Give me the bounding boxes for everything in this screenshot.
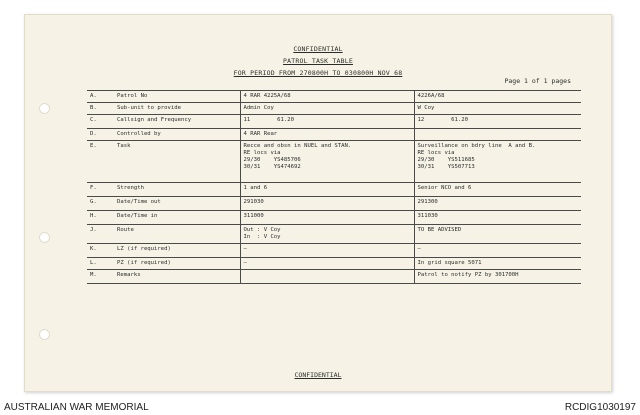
punch-hole — [39, 232, 50, 243]
cell-line: RE locs via — [417, 150, 455, 156]
cell-line: 311030 — [417, 213, 438, 219]
row-label: LZ (if required) — [114, 244, 240, 258]
table-row — [87, 141, 581, 183]
punch-hole — [39, 103, 50, 114]
row-label: Route — [114, 225, 240, 244]
patrol-1-cell — [240, 270, 414, 284]
row-label: Callsign and Frequency — [114, 115, 240, 129]
patrol-1-cell — [240, 91, 414, 103]
cell-line: Patrol to notify PZ by 301700H — [417, 272, 519, 278]
row-letter: K. — [87, 244, 114, 258]
archive-caption-bar — [0, 400, 640, 415]
cell-line: RE locs via — [243, 150, 281, 156]
patrol-2-cell — [414, 244, 581, 258]
patrol-1-cell — [240, 129, 414, 141]
cell-line: 4 RAR Rear — [243, 131, 278, 137]
row-label: Date/Time out — [114, 197, 240, 211]
patrol-1-cell — [240, 103, 414, 115]
patrol-1-cell — [240, 211, 414, 225]
cell-line: — — [243, 260, 247, 266]
table-row — [87, 115, 581, 129]
table-row — [87, 225, 581, 244]
cell-line: Recce and obsn in NUEL and STAN. — [243, 143, 352, 149]
table-row — [87, 211, 581, 225]
patrol-1-cell — [240, 183, 414, 197]
cell-line: 311000 — [243, 213, 264, 219]
patrol-1-cell — [240, 258, 414, 270]
cell-line: Senior NCO and 6 — [417, 185, 472, 191]
row-letter: A. — [87, 91, 114, 103]
patrol-2-cell — [414, 258, 581, 270]
row-label: Task — [114, 141, 240, 183]
patrol-1-cell — [240, 115, 414, 129]
patrol-task-table — [87, 90, 581, 284]
patrol-2-cell — [414, 183, 581, 197]
row-letter: L. — [87, 258, 114, 270]
cell-line: 4226A/68 — [417, 93, 445, 99]
row-letter: C. — [87, 115, 114, 129]
cell-line: 30/31 YS474692 — [243, 164, 301, 170]
patrol-1-cell — [240, 197, 414, 211]
row-label: Date/Time in — [114, 211, 240, 225]
row-label: Remarks — [114, 270, 240, 284]
table-row — [87, 129, 581, 141]
period-line: FOR PERIOD FROM 270800H TO 030800H NOV 68 — [233, 69, 403, 77]
cell-line: In grid square 5071 — [417, 260, 482, 266]
classification-footer: CONFIDENTIAL — [294, 371, 342, 379]
cell-line: — — [417, 246, 421, 252]
document-title: PATROL TASK TABLE — [283, 57, 353, 65]
cell-line: — — [243, 246, 247, 252]
patrol-1-cell — [240, 225, 414, 244]
row-letter: F. — [87, 183, 114, 197]
cell-line: 29/30 YS511685 — [417, 157, 475, 163]
row-letter: G. — [87, 197, 114, 211]
cell-line: 291300 — [417, 199, 438, 205]
row-letter: B. — [87, 103, 114, 115]
page-number: Page 1 of 1 pages — [504, 77, 571, 85]
patrol-1-cell — [240, 244, 414, 258]
cell-line: 29/30 YS485706 — [243, 157, 301, 163]
row-letter: D. — [87, 129, 114, 141]
cell-line: 12 61.20 — [417, 117, 469, 123]
cell-line: Out : V Coy — [243, 227, 281, 233]
cell-line: Admin Coy — [243, 105, 274, 111]
table-row — [87, 244, 581, 258]
row-label: Strength — [114, 183, 240, 197]
row-label: Sub-unit to provide — [114, 103, 240, 115]
table-row — [87, 183, 581, 197]
table-row — [87, 103, 581, 115]
classification-header: CONFIDENTIAL — [293, 45, 343, 53]
table-row — [87, 197, 581, 211]
row-label: Controlled by — [114, 129, 240, 141]
patrol-2-cell — [414, 115, 581, 129]
cell-line: W Coy — [417, 105, 435, 111]
patrol-2-cell — [414, 103, 581, 115]
row-label: Patrol No — [114, 91, 240, 103]
record-id: RCDIG1030197 — [564, 402, 636, 413]
cell-line: In : V Coy — [243, 234, 281, 240]
row-label: PZ (if required) — [114, 258, 240, 270]
row-letter: M. — [87, 270, 114, 284]
table-row — [87, 91, 581, 103]
patrol-2-cell — [414, 270, 581, 284]
cell-line: TO BE ADVISED — [417, 227, 462, 233]
document-page — [24, 14, 612, 392]
table-row — [87, 270, 581, 284]
row-letter: H. — [87, 211, 114, 225]
punch-hole — [39, 329, 50, 340]
cell-line: 30/31 YS507713 — [417, 164, 475, 170]
patrol-2-cell — [414, 91, 581, 103]
cell-line: 1 and 6 — [243, 185, 268, 191]
cell-line: Surveillance on bdry line A and B. — [417, 143, 536, 149]
patrol-2-cell — [414, 141, 581, 183]
patrol-1-cell — [240, 141, 414, 183]
row-letter: J. — [87, 225, 114, 244]
cell-line: 4 RAR 4225A/68 — [243, 93, 291, 99]
patrol-2-cell — [414, 211, 581, 225]
row-letter: E. — [87, 141, 114, 183]
patrol-2-cell — [414, 129, 581, 141]
table-row — [87, 258, 581, 270]
patrol-2-cell — [414, 197, 581, 211]
archive-credit: AUSTRALIAN WAR MEMORIAL — [4, 402, 149, 413]
cell-line: 291030 — [243, 199, 264, 205]
cell-line: 11 61.20 — [243, 117, 295, 123]
patrol-2-cell — [414, 225, 581, 244]
